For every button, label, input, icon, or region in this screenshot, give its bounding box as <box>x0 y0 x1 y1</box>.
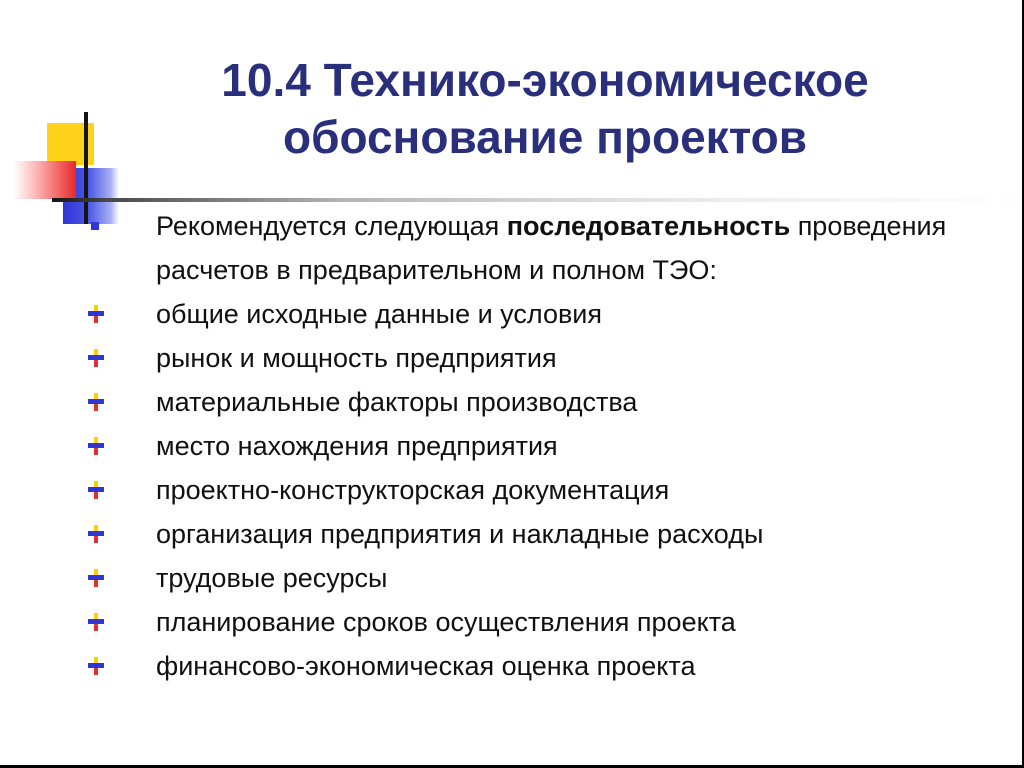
arrow-bullet-icon <box>88 613 104 631</box>
red-square-icon <box>14 161 76 199</box>
list-item-label: проектно-конструкторская документация <box>156 475 670 505</box>
list-item <box>82 556 1002 600</box>
list-item <box>82 644 1002 688</box>
content-list <box>82 204 1002 688</box>
arrow-bullet-icon <box>88 305 104 323</box>
slide-title <box>120 52 970 166</box>
arrow-bullet-icon <box>88 437 104 455</box>
list-item-label: организация предприятия и накладные расходы <box>156 519 764 549</box>
arrow-bullet-icon <box>88 525 104 543</box>
items-list <box>82 292 1002 688</box>
list-item-label: материальные факторы производства <box>156 387 638 417</box>
intro-text-start: Рекомендуется следующая <box>156 211 507 241</box>
list-item <box>82 424 1002 468</box>
list-item <box>82 380 1002 424</box>
list-item <box>82 468 1002 512</box>
list-item <box>82 336 1002 380</box>
list-item-label: общие исходные данные и условия <box>156 299 603 329</box>
arrow-bullet-icon <box>88 481 104 499</box>
arrow-bullet-icon <box>88 569 104 587</box>
list-item-label: трудовые ресурсы <box>156 563 388 593</box>
intro-text-bold: последовательность <box>506 211 791 241</box>
list-item-label: финансово-экономическая оценка проекта <box>156 651 696 681</box>
list-item-label: планирование сроков осуществления проекта <box>156 607 736 637</box>
list-item <box>82 292 1002 336</box>
intro-text <box>156 204 1002 292</box>
title-line-2: обоснование проектов <box>282 111 808 163</box>
intro-text-end: проведения расчетов в предварительном и полном ТЭО: <box>156 211 947 285</box>
list-item <box>82 512 1002 556</box>
square-bullet-icon <box>91 222 99 230</box>
list-item-label: место нахождения предприятия <box>156 431 558 461</box>
title-line-1: 10.4 Технико-экономическое <box>221 54 869 106</box>
arrow-bullet-icon <box>88 393 104 411</box>
intro-paragraph <box>82 204 1002 292</box>
list-item-label: рынок и мощность предприятия <box>156 343 557 373</box>
arrow-bullet-icon <box>88 349 104 367</box>
list-item <box>82 600 1002 644</box>
horizontal-rule <box>52 198 1022 202</box>
arrow-bullet-icon <box>88 657 104 675</box>
